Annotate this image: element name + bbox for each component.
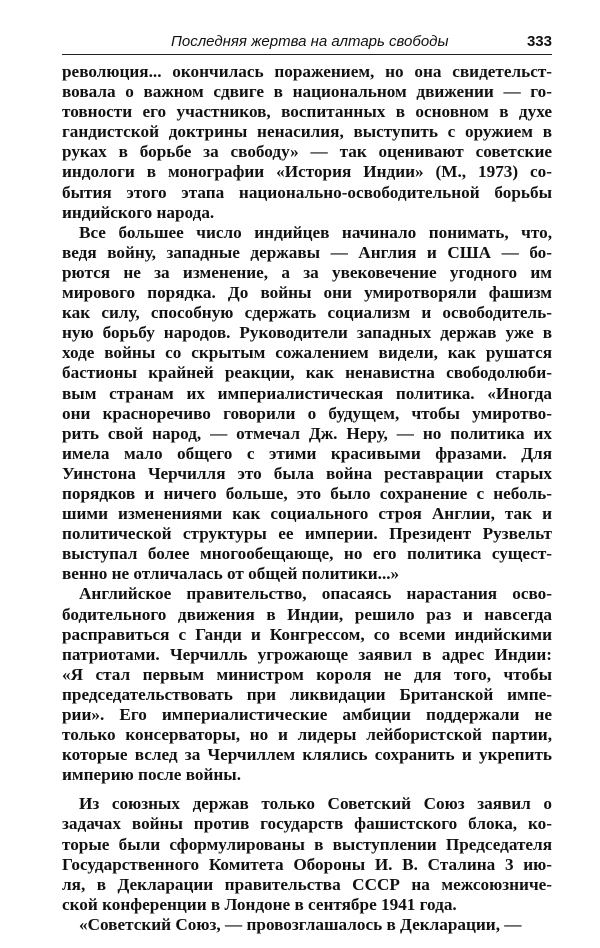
text-line: индологи в монографии «История Индии» (М., 1973) со-	[62, 162, 552, 182]
text-line: товности его участников, воспитанных в основном в духе	[62, 102, 552, 122]
text-line: ную борьбу народов. Руководители западных держав уже в	[62, 323, 552, 343]
text-line: выступал более многообещающе, но его политика сущест-	[62, 544, 552, 564]
paragraph	[62, 915, 552, 935]
text-line: которые вслед за Черчиллем клялись сохранить и укрепить	[62, 745, 552, 765]
text-line: только консерваторы, но и лидеры лейбористской партии,	[62, 725, 552, 745]
text-line: вым странам их империалистическая политика. «Иногда	[62, 383, 552, 403]
text-line: председательствовать при ликвидации Британской импе-	[62, 684, 552, 704]
running-title: Последняя жертва на алтарь свободы	[171, 33, 449, 50]
paragraph	[62, 62, 552, 223]
paragraph-gap	[62, 785, 552, 794]
text-line: руках в борьбе за свободу» — так оценивают советские	[62, 142, 552, 162]
text-line: «Я стал первым министром короля не для того, чтобы	[62, 664, 552, 684]
text-line: мирового порядка. До войны они умиротворяли фашизм	[62, 283, 552, 303]
text-line: рии». Его империалистические амбиции поддержали не	[62, 705, 552, 724]
text-line: как силу, способную сдержать социализм и освободитель-	[62, 303, 552, 323]
text-line: торые были сформулированы в выступлении Председателя	[62, 834, 552, 854]
text-line: патриотами. Черчилль угрожающе заявил в адрес Индии:	[62, 644, 552, 664]
text-line: бытия этого этапа национально-освободительной борьбы	[62, 182, 552, 202]
text-line: «Советский Союз, — провозглашалось в Декларации, —	[79, 914, 522, 934]
text-line: Английское правительство, опасаясь нарастания осво-	[79, 584, 552, 604]
text-line: бастионы крайней реакции, как ненавистна свободолюби-	[62, 363, 552, 383]
text-line: ходе войны со скрытым сожалением видели, как рушатся	[62, 343, 552, 363]
text-line: революция... окончилась поражением, но она свидетельст-	[62, 62, 552, 81]
text-line: они красноречиво говорили о будущем, чтобы умиротво-	[62, 403, 552, 423]
text-line: вовала о важном сдвиге в национальном движении — го-	[62, 82, 552, 102]
running-header	[62, 30, 552, 55]
text-line: Государственного Комитета Обороны И. В. Сталина 3 ию-	[62, 854, 552, 874]
text-line: ля, в Декларации правительства СССР на межсоюзниче-	[62, 874, 552, 894]
text-line: шими изменениями как социального строя Англии, так и	[62, 504, 552, 524]
text-line: ведя войну, западные державы — Англия и США — бо-	[62, 242, 552, 262]
text-line: бодительного движения в Индии, решило раз и навсегда	[62, 604, 552, 624]
text-line: индийского народа.	[62, 202, 215, 222]
text-line: расправиться с Ганди и Конгрессом, со всеми индийскими	[62, 624, 552, 644]
text-line: гандистской доктрины ненасилия, выступить с оружием в	[62, 122, 552, 142]
text-line: рются не за изменение, а за увековечение угодного им	[62, 262, 552, 282]
body-text	[62, 62, 552, 935]
text-line: Уинстона Черчилля это была война реставрации старых	[62, 463, 552, 483]
text-line: рить свой народ, — отмечал Дж. Неру, — но политика их	[62, 423, 552, 443]
paragraph	[62, 584, 552, 785]
text-line: политической структуры ее империи. Президент Рузвельт	[62, 524, 552, 544]
text-line: задачах войны против государств фашистского блока, ко-	[62, 814, 552, 834]
text-line: имела мало общего с этими красивыми фразами. Для	[62, 443, 552, 463]
paragraph	[62, 794, 552, 915]
text-line: империю после войны.	[62, 765, 242, 785]
page-number: 333	[526, 33, 552, 50]
text-line: порядков и ничего больше, это было сохранение с неболь-	[62, 483, 552, 503]
text-line: ской конференции в Лондоне в сентябре 1941 года.	[62, 894, 457, 914]
text-line: Из союзных держав только Советский Союз заявил о	[79, 794, 552, 814]
text-line: Все большее число индийцев начинало понимать, что,	[79, 222, 552, 242]
text-line: венно не отличалась от общей политики...»	[62, 564, 400, 584]
paragraph	[62, 223, 552, 585]
